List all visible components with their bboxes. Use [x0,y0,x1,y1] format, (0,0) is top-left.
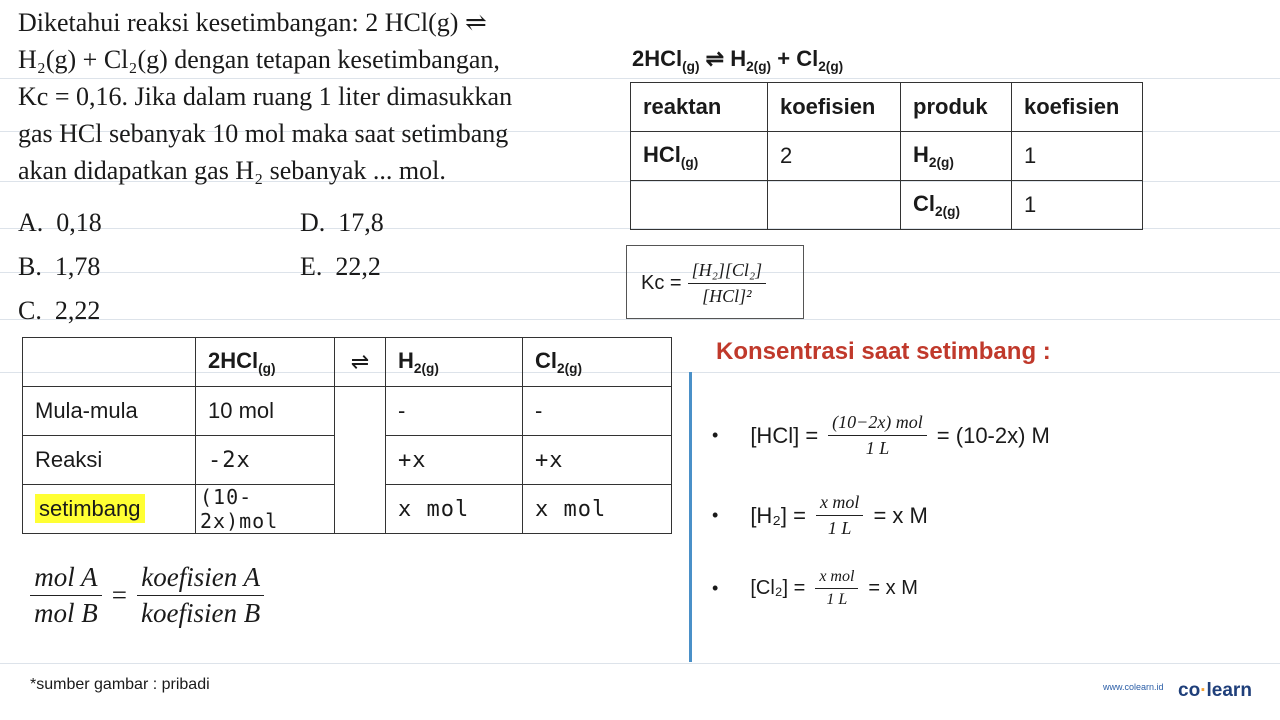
table-row [23,485,672,534]
reactant: 2HCl [632,46,683,71]
table-cell: - [523,387,672,436]
option-b [18,252,100,282]
fraction-denominator: [HCl]² [702,286,752,306]
bullet-icon: • [712,425,719,445]
question-line: Diketahui reaksi kesetimbangan: 2 HCl(g) ⇌ [18,8,487,37]
table-header-row [23,338,672,387]
column-header: produk [901,83,1012,132]
table-cell: 1 [1012,181,1143,230]
coefficient-table [630,82,1143,230]
option-letter: B. [18,252,42,281]
table-cell [335,387,386,436]
column-header: ⇌ [335,338,386,387]
row-label: Mula-mula [23,387,196,436]
state-sub: (g) [258,360,276,376]
ratio-lhs [30,562,102,629]
fraction-numerator: koefisien A [137,562,264,596]
fraction-denominator: 1 L [865,438,890,458]
concentration-fraction [815,568,858,609]
column-header [196,338,335,387]
reaction-equation [632,46,843,74]
concentration-row [712,568,918,609]
cell-text: Cl [913,191,935,217]
table-cell [768,181,901,230]
state-sub: (g) [682,58,700,74]
equals-sign: = [111,580,127,610]
option-value: 2,22 [54,296,101,325]
row-label [23,485,196,534]
option-value: 17,8 [338,208,384,237]
state-sub: (g) [680,154,699,170]
table-row [631,181,1143,230]
table-cell: 2 [768,132,901,181]
table-cell: -2x [196,436,335,485]
table-cell [901,181,1012,230]
product: Cl [796,46,819,71]
question-text [18,4,618,189]
fraction-numerator: x mol [816,492,864,516]
kc-label: Kc = [641,272,682,294]
option-value: 22,2 [335,252,381,281]
table-cell: 1 [1012,132,1143,181]
option-e [300,252,381,282]
ruled-line [0,319,1280,320]
fraction-denominator: mol B [34,598,98,628]
section-title: Konsentrasi saat setimbang : [716,338,1051,365]
highlighted-label: setimbang [35,494,145,523]
equilibrium-arrow-icon: ⇌ [705,46,725,71]
question-line: H₂(g) + Cl₂(g) dengan tetapan kesetimbangan, [18,45,500,74]
state-sub: 2(g) [818,58,844,74]
table-cell [631,132,768,181]
cell-text: HCl [643,142,681,168]
concentration-row [712,412,1050,459]
ruled-line [0,663,1280,664]
table-cell: +x [386,436,523,485]
colearn-logo [1178,680,1252,702]
concentration-row [712,492,928,539]
logo-dot-icon: · [1200,680,1207,701]
option-letter: A. [18,208,44,237]
row-label: Reaksi [23,436,196,485]
table-header-row [631,83,1143,132]
fraction-denominator: 1 L [827,518,852,538]
concentration-result: = x M [868,577,918,599]
bullet-icon: • [712,505,719,525]
bullet-icon: • [712,578,719,598]
ratio-rhs [137,562,264,629]
column-header [523,338,672,387]
table-row [23,387,672,436]
divider [689,372,692,662]
state-sub: 2(g) [935,203,960,219]
fraction-denominator: 1 L [826,591,848,608]
fraction-numerator: x mol [815,568,858,589]
option-value: 0,18 [56,208,102,237]
state-sub: 2(g) [413,360,439,376]
table-cell: - [386,387,523,436]
option-value: 1,78 [54,252,101,281]
fraction-numerator: (10−2x) mol [828,412,927,436]
table-row [631,132,1143,181]
table-cell: x mol [386,485,523,534]
option-letter: C. [18,296,42,325]
species-label: [HCl] = [750,422,819,448]
logo-text: learn [1206,680,1252,701]
question-line: gas HCl sebanyak 10 mol maka saat setimbang [18,119,509,148]
fraction-numerator: mol A [30,562,101,596]
kc-formula-box [626,245,804,319]
state-sub: 2(g) [557,360,582,376]
species-label: [H₂] = [750,502,806,528]
cell-text: H [913,142,929,168]
product: H [730,46,747,71]
question-line: Kc = 0,16. Jika dalam ruang 1 liter dimasukkan [18,82,513,111]
kc-fraction [688,260,767,307]
plus-sign: + [777,46,791,71]
mol-ratio-formula [30,562,264,629]
table-cell [631,181,768,230]
state-sub: 2(g) [928,154,954,170]
cell-text: 2HCl [208,348,259,374]
column-header: koefisien [768,83,901,132]
option-letter: D. [300,208,326,237]
fraction-numerator: [H₂][Cl₂] [688,260,767,284]
concentration-result: = x M [873,502,928,528]
table-cell [901,132,1012,181]
option-letter: E. [300,252,323,281]
table-cell: (10-2x)mol [196,485,335,534]
concentration-fraction [828,412,927,459]
option-a [18,208,102,238]
table-cell [335,485,386,534]
state-sub: 2(g) [746,58,772,74]
table-cell: +x [523,436,672,485]
table-cell: 10 mol [196,387,335,436]
species-label: [Cl₂] = [750,577,806,599]
column-header [386,338,523,387]
column-header: reaktan [631,83,768,132]
cell-text: H [398,348,414,374]
table-cell: x mol [523,485,672,534]
brand-url: www.colearn.id [1103,682,1164,692]
column-header: koefisien [1012,83,1143,132]
concentration-fraction [816,492,864,539]
option-d [300,208,384,238]
logo-text: co [1178,680,1201,701]
table-row [23,436,672,485]
concentration-result: = (10-2x) M [936,422,1050,448]
footnote: *sumber gambar : pribadi [30,676,210,693]
column-header [23,338,196,387]
fraction-denominator: koefisien B [140,598,261,628]
cell-text: Cl [535,348,557,374]
option-c [18,296,100,326]
question-line: akan didapatkan gas H₂ sebanyak ... mol. [18,156,446,185]
table-cell [335,436,386,485]
ice-table [22,337,672,534]
